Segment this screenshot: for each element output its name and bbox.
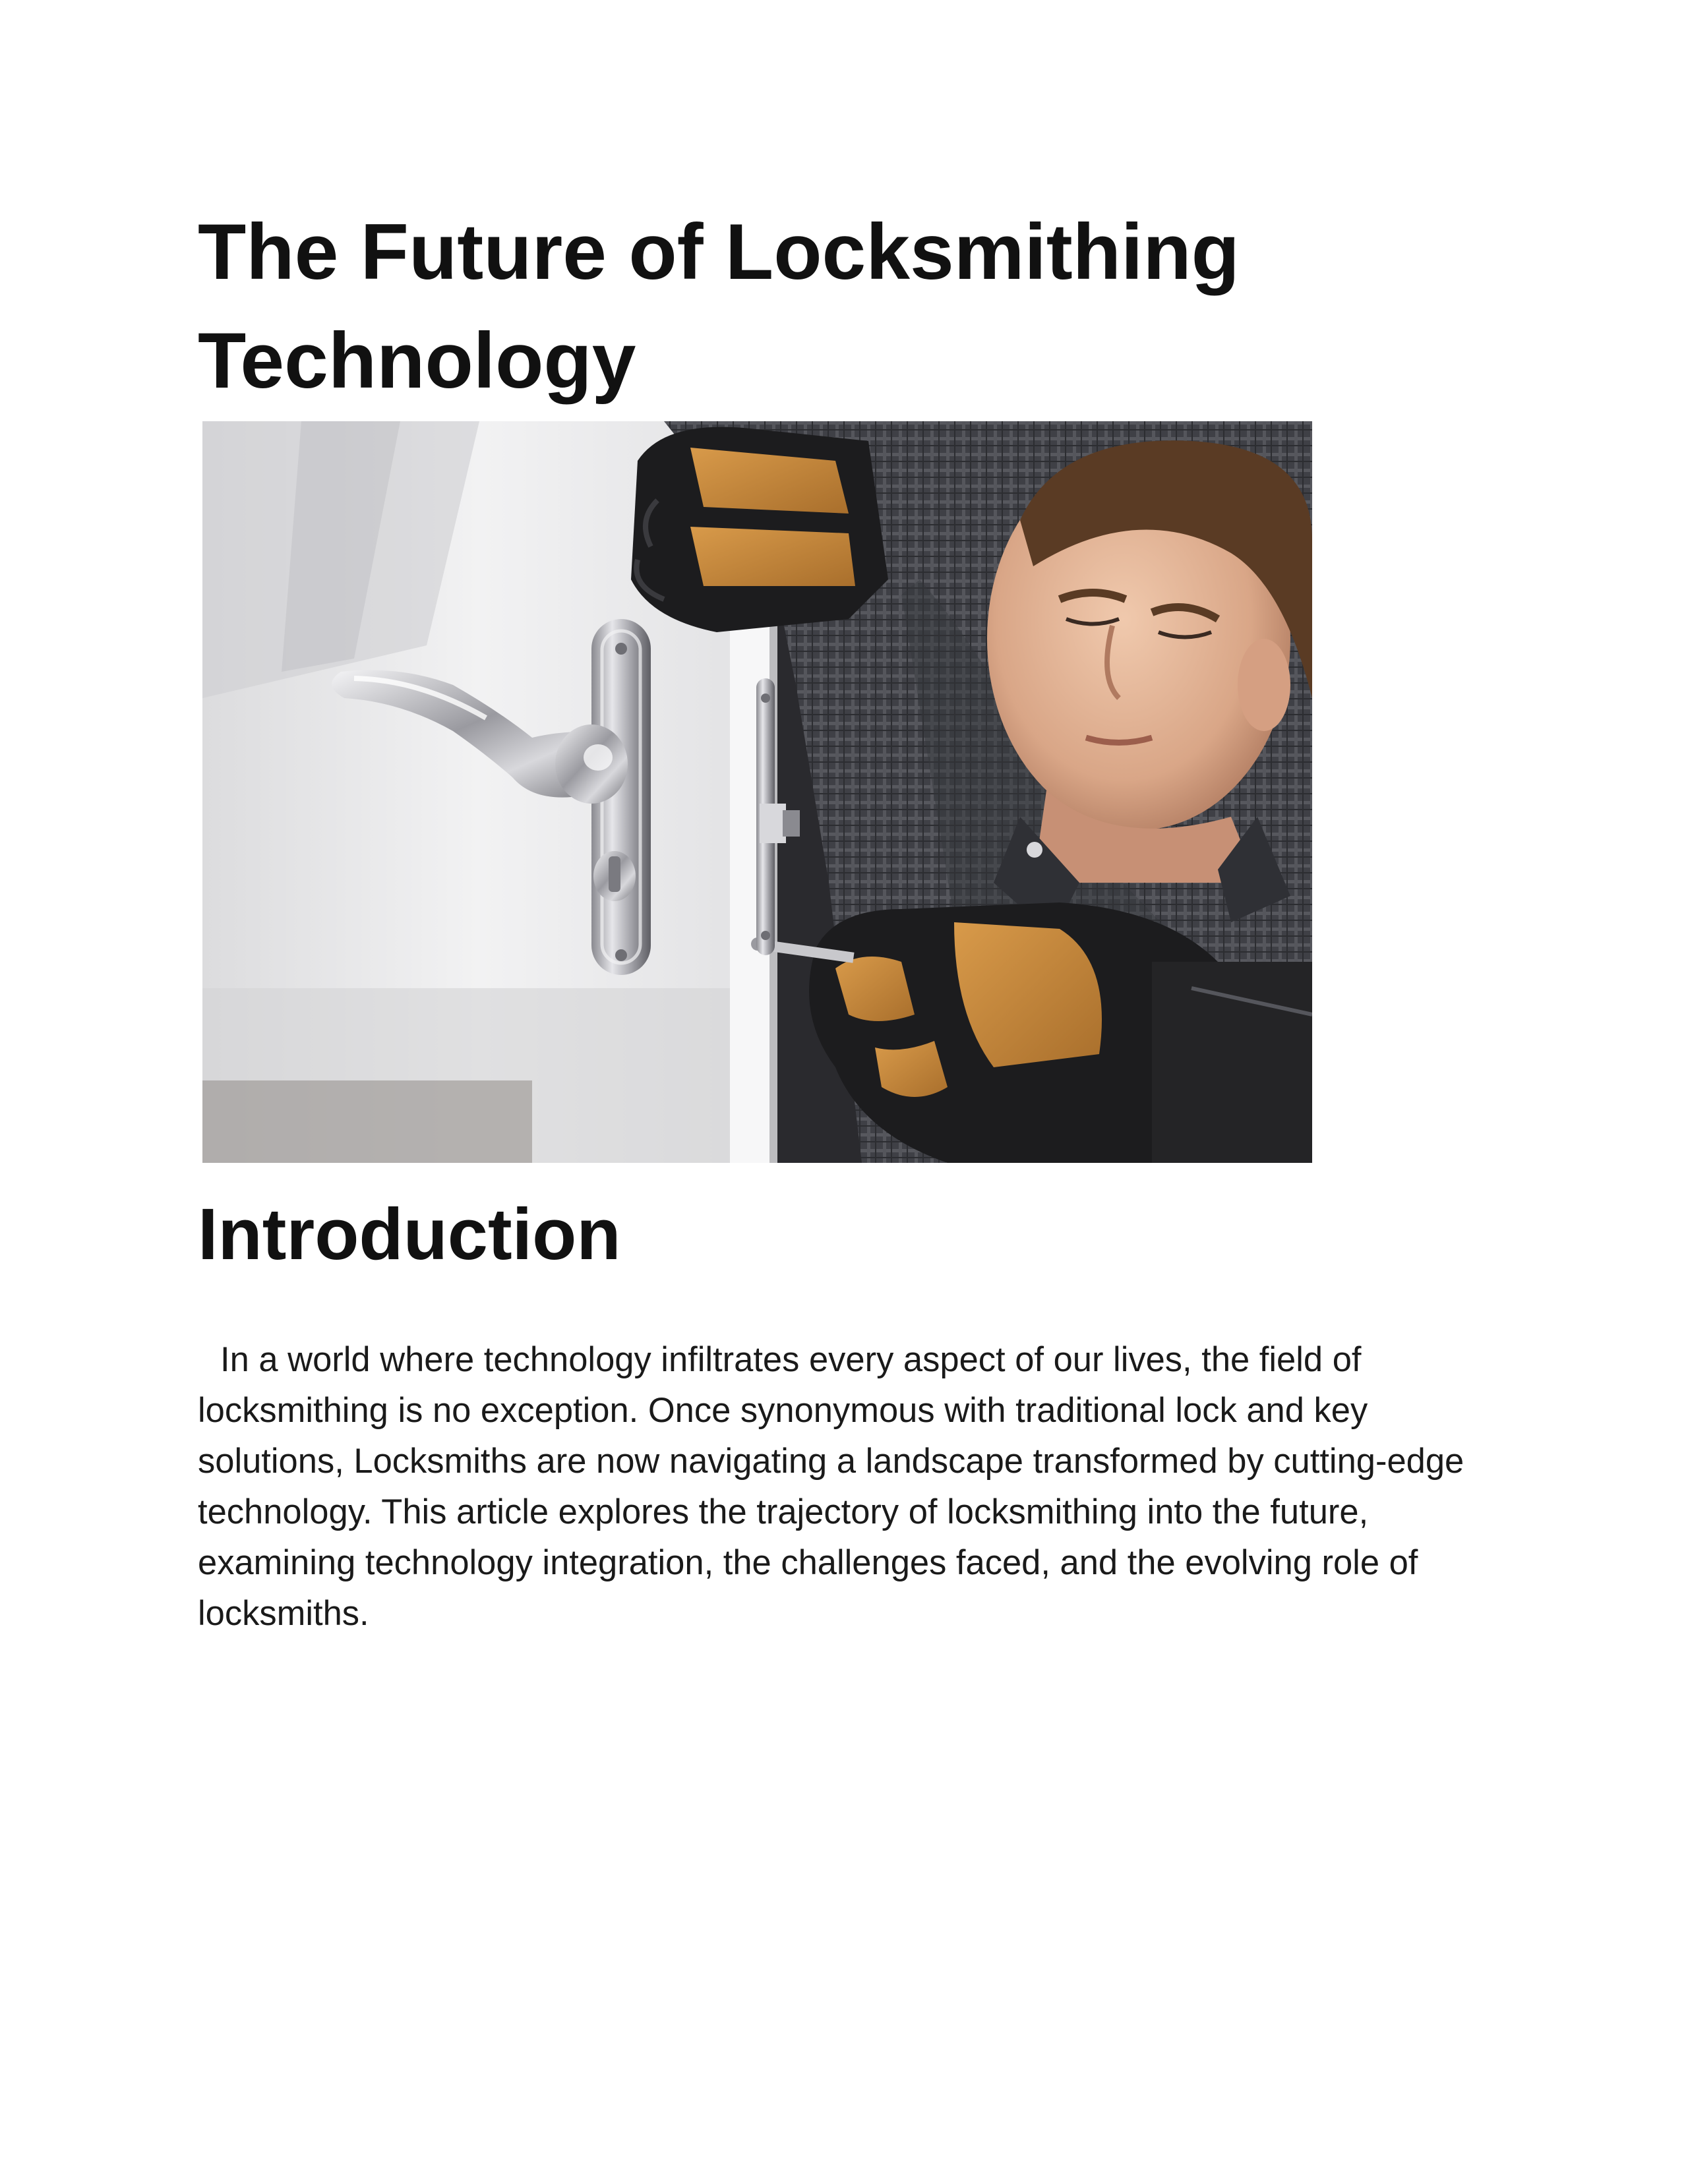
locksmith-photo-icon (202, 421, 1312, 1163)
article-title: The Future of Locksmithing Technology (198, 208, 1240, 405)
hero-image (202, 421, 1312, 1163)
intro-paragraph: In a world where technology infiltrates every aspect of our lives, the field of locksmithing is no exception. Once synonymous with traditional lock and key solutions, Locksmiths are now navigating a landscape transformed by cutting-edge technology. This article explores the trajectory of locksmithing into the future, examining technology integration, the challenges faced, and the evolving role of locksmiths. (198, 1340, 1464, 1633)
section-heading-introduction: Introduction (198, 1194, 621, 1275)
